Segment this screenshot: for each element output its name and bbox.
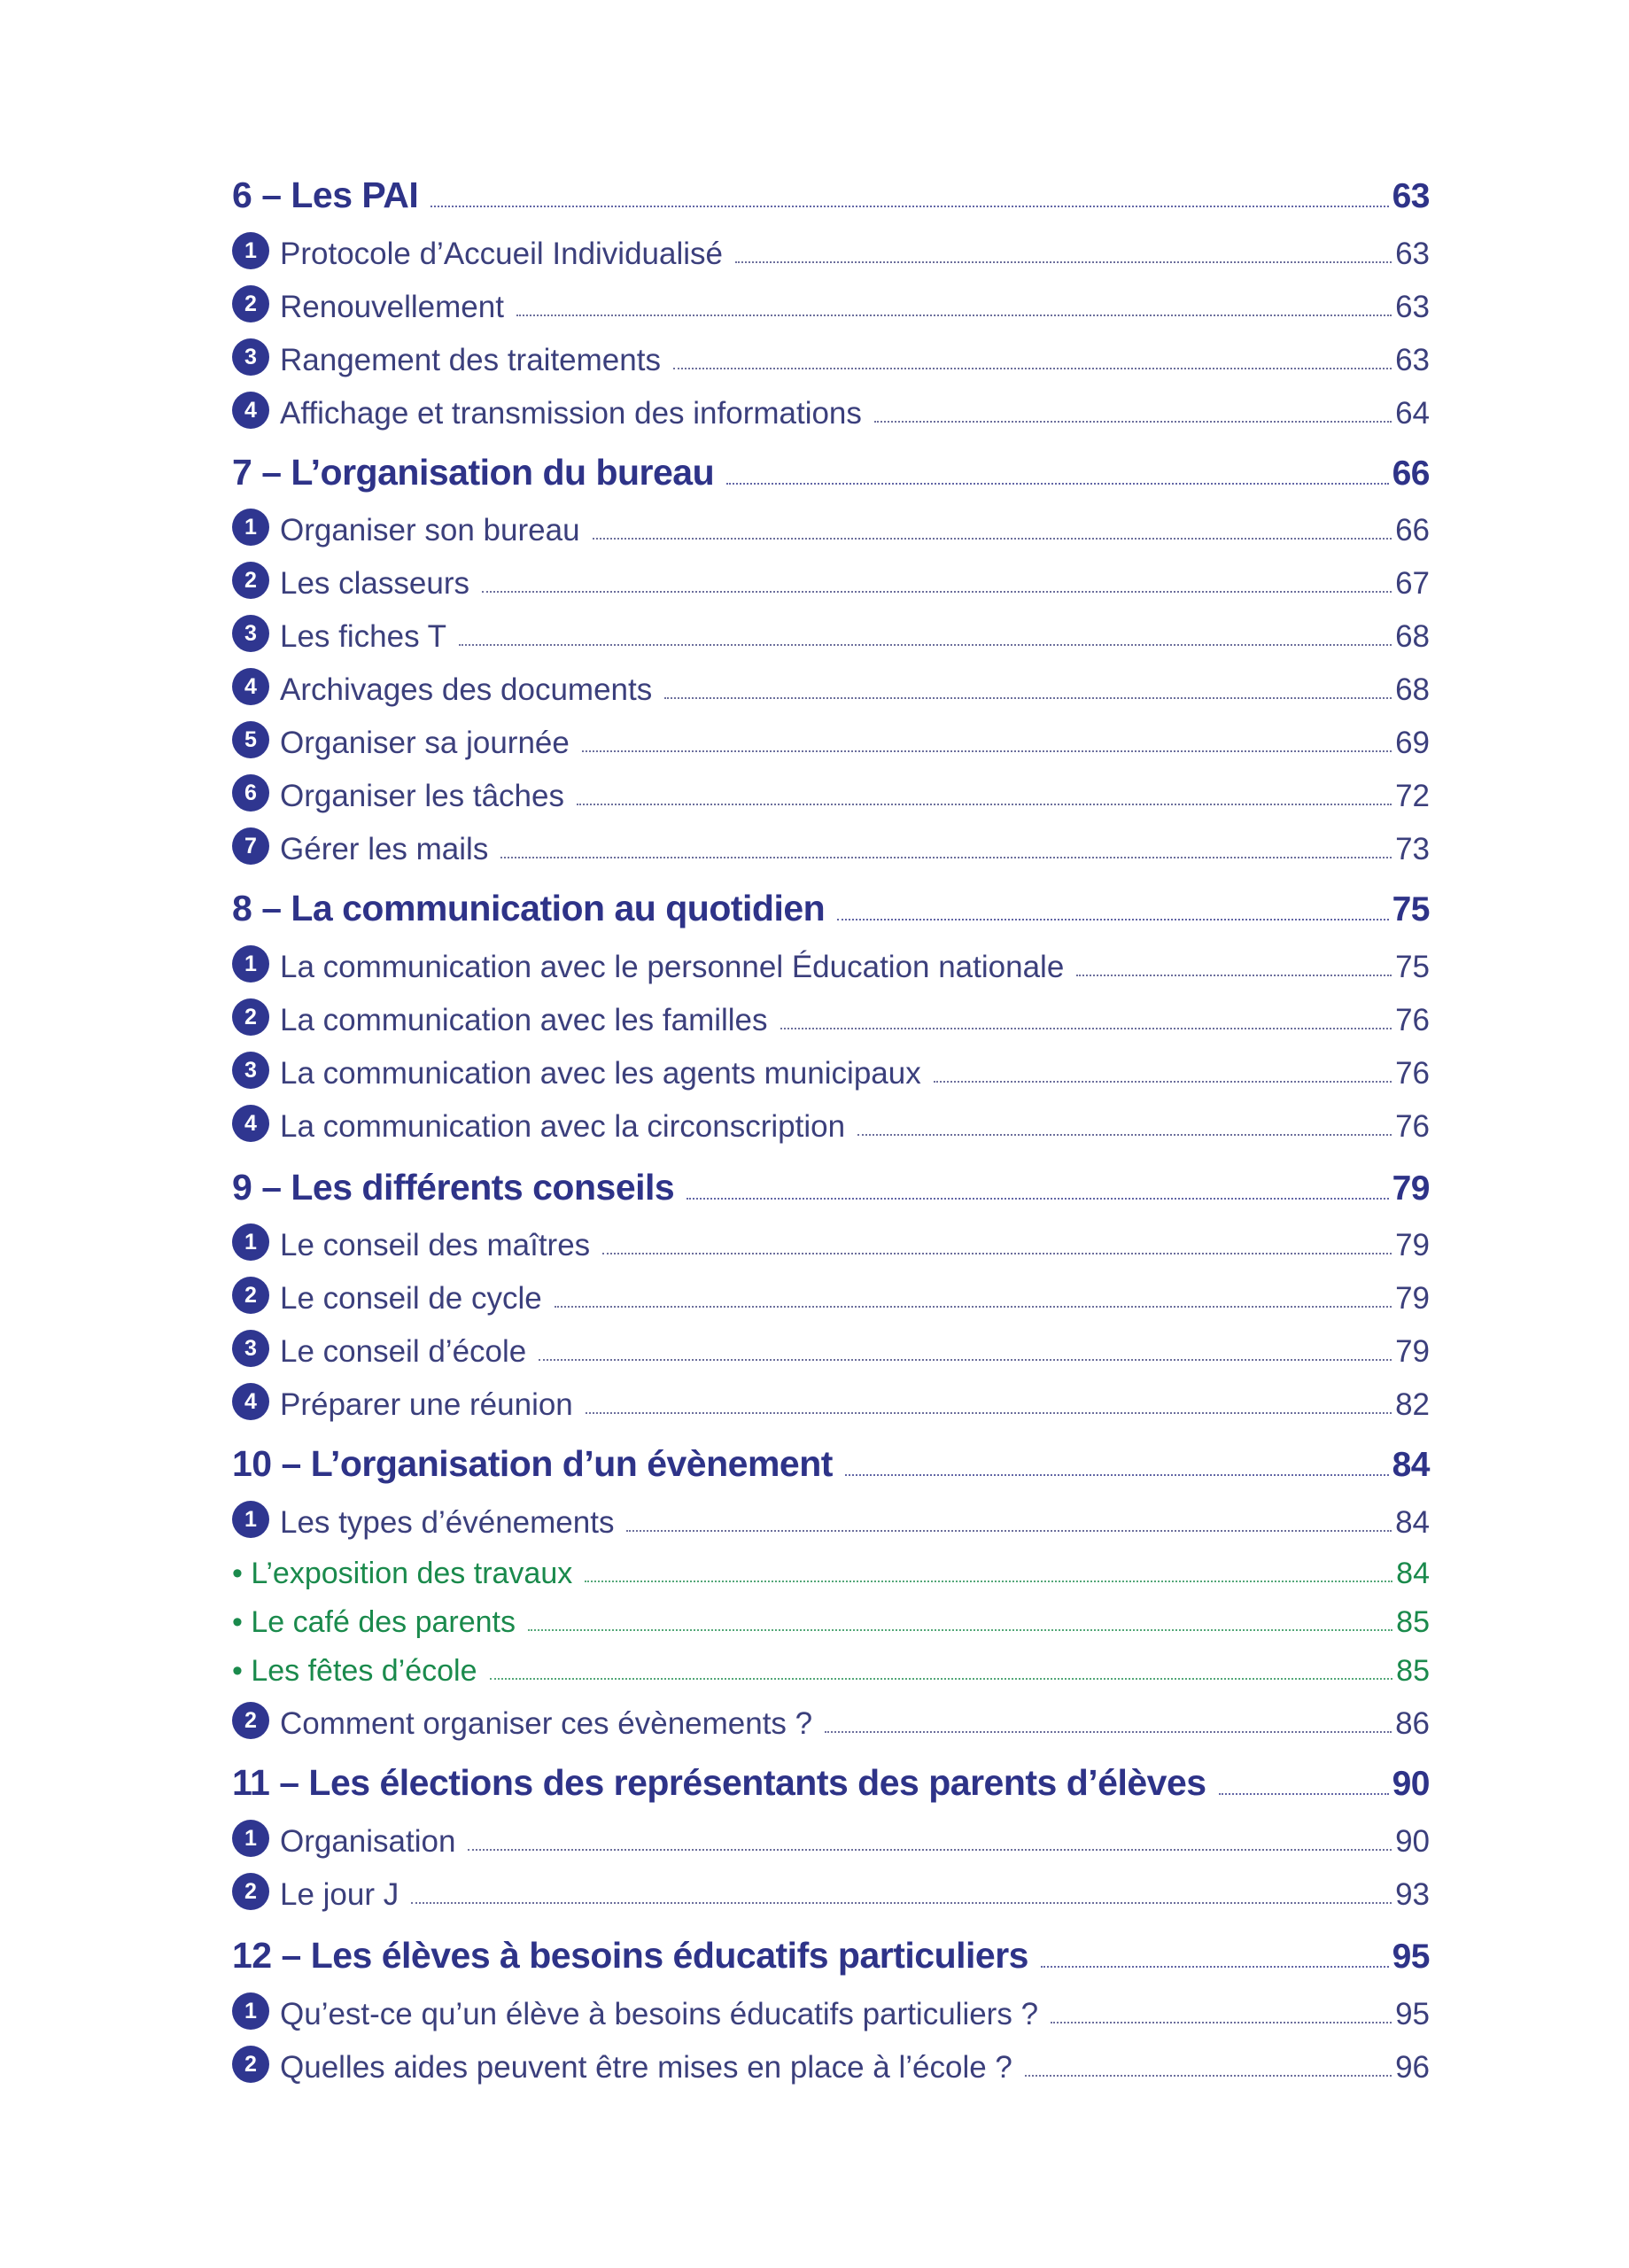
dot-leader (431, 206, 1388, 207)
page-number: 64 (1395, 396, 1430, 431)
toc-chapter[interactable] (232, 446, 1430, 495)
toc-title: La communication avec les familles (280, 1003, 768, 1037)
page-number: 85 (1396, 1605, 1430, 1639)
section-number-badge: 7 (232, 827, 269, 865)
page-number: 72 (1395, 779, 1430, 813)
dot-leader (602, 1253, 1392, 1254)
section-number-badge: 1 (232, 1992, 269, 2030)
section-number-badge: 4 (232, 392, 269, 429)
dot-leader (1076, 975, 1392, 976)
toc-item[interactable] (232, 2038, 1430, 2087)
section-number-badge: 2 (232, 562, 269, 599)
dot-leader (825, 1731, 1392, 1733)
toc-title: 8 – La communication au quotidien (232, 888, 826, 928)
toc-item[interactable] (232, 330, 1430, 380)
section-number-badge: 3 (232, 1330, 269, 1367)
section-number-badge: 1 (232, 1223, 269, 1261)
toc-item[interactable] (232, 1694, 1430, 1744)
toc-item[interactable] (232, 1865, 1430, 1915)
page-number: 76 (1395, 1056, 1430, 1091)
dot-leader (726, 483, 1388, 485)
dot-leader (664, 697, 1392, 699)
toc-item[interactable] (232, 1216, 1430, 1265)
toc-chapter[interactable] (232, 1929, 1430, 1978)
section-number-badge: 4 (232, 1105, 269, 1142)
page-number: 85 (1396, 1654, 1430, 1688)
page-number: 95 (1395, 1997, 1430, 2031)
dot-leader (874, 421, 1392, 423)
section-number-badge: 2 (232, 1702, 269, 1739)
page-number: 67 (1395, 566, 1430, 601)
page-number: 76 (1395, 1109, 1430, 1144)
section-number-badge: 1 (232, 1820, 269, 1857)
toc-title: Quelles aides peuvent être mises en place à l’école ? (280, 2050, 1012, 2085)
section-number-badge: 6 (232, 774, 269, 812)
toc-chapter[interactable] (232, 882, 1430, 931)
toc-title: Renouvellement (280, 290, 504, 324)
toc-chapter[interactable] (232, 1437, 1430, 1487)
dot-leader (528, 1629, 1392, 1631)
toc-title: 7 – L’organisation du bureau (232, 452, 715, 493)
toc-title: Organiser sa journée (280, 726, 570, 760)
page-number: 69 (1395, 726, 1430, 760)
toc-title: 12 – Les élèves à besoins éducatifs particuliers (232, 1935, 1028, 1976)
section-number-badge: 3 (232, 338, 269, 376)
page-number: 79 (1392, 1169, 1430, 1208)
toc-title: Le conseil d’école (280, 1334, 527, 1369)
toc-title: • Les fêtes d’école (232, 1654, 477, 1688)
dot-leader (516, 315, 1392, 316)
page-number: 66 (1392, 454, 1430, 493)
dot-leader (586, 1412, 1392, 1414)
dot-leader (411, 1902, 1392, 1904)
page-number: 84 (1396, 1557, 1430, 1590)
dot-leader (857, 1134, 1392, 1136)
dot-leader (837, 919, 1388, 920)
page-number: 82 (1395, 1387, 1430, 1422)
toc-title: 10 – L’organisation d’un évènement (232, 1443, 833, 1484)
section-number-badge: 2 (232, 1277, 269, 1314)
page-number: 63 (1395, 290, 1430, 324)
dot-leader (500, 857, 1392, 858)
toc-title: • L’exposition des travaux (232, 1557, 573, 1590)
toc-item[interactable] (232, 713, 1430, 763)
toc-title: Organiser son bureau (280, 513, 580, 548)
toc-title: • Le café des parents (232, 1605, 516, 1639)
section-number-badge: 1 (232, 945, 269, 983)
toc-item[interactable] (232, 660, 1430, 710)
section-number-badge: 1 (232, 1501, 269, 1538)
toc-chapter[interactable] (232, 1756, 1430, 1806)
page-number: 66 (1395, 513, 1430, 548)
toc-title: Protocole d’Accueil Individualisé (280, 237, 723, 271)
section-number-badge: 1 (232, 232, 269, 269)
toc-item[interactable] (232, 554, 1430, 603)
section-number-badge: 2 (232, 285, 269, 322)
page-number: 68 (1395, 672, 1430, 707)
page-number: 75 (1395, 950, 1430, 984)
section-number-badge: 2 (232, 1873, 269, 1910)
toc-title: 9 – Les différents conseils (232, 1167, 675, 1208)
dot-leader (1219, 1793, 1389, 1795)
page-number: 76 (1395, 1003, 1430, 1037)
toc-item[interactable] (232, 937, 1430, 987)
page-number: 90 (1395, 1824, 1430, 1859)
toc-item[interactable] (232, 766, 1430, 816)
dot-leader (459, 644, 1392, 646)
dot-leader (468, 1849, 1392, 1851)
dot-leader (1051, 2022, 1392, 2023)
toc-title: Organiser les tâches (280, 779, 564, 813)
toc-title: Affichage et transmission des informations (280, 396, 862, 431)
dot-leader (1041, 1966, 1389, 1968)
page-number: 63 (1395, 343, 1430, 377)
dot-leader (582, 750, 1392, 752)
toc-title: Qu’est-ce qu’un élève à besoins éducatifs particuliers ? (280, 1997, 1039, 2031)
toc-item[interactable] (232, 384, 1430, 433)
page-number: 95 (1392, 1938, 1430, 1976)
dot-leader (934, 1081, 1392, 1083)
toc-title: Gérer les mails (280, 832, 489, 866)
toc-title: Organisation (280, 1824, 456, 1859)
toc-title: La communication avec le personnel Éducation nationale (280, 950, 1065, 984)
toc-item[interactable] (232, 1097, 1430, 1146)
toc-title: Le jour J (280, 1877, 399, 1912)
dot-leader (482, 591, 1392, 593)
page-number: 75 (1392, 890, 1430, 928)
toc-title: 6 – Les PAI (232, 175, 419, 215)
page-number: 90 (1392, 1765, 1430, 1803)
toc-title: Les fiches T (280, 619, 447, 654)
dot-leader (780, 1028, 1392, 1029)
page-number: 79 (1395, 1334, 1430, 1369)
toc-item[interactable] (232, 819, 1430, 869)
page-number: 79 (1395, 1281, 1430, 1316)
toc-title: 11 – Les élections des représentants des parents d’élèves (232, 1762, 1206, 1803)
toc-item[interactable] (232, 1812, 1430, 1861)
toc-title: Les classeurs (280, 566, 469, 601)
page-number: 73 (1395, 832, 1430, 866)
toc-title: Comment organiser ces évènements ? (280, 1706, 813, 1741)
toc-title: Archivages des documents (280, 672, 653, 707)
page-number: 79 (1395, 1228, 1430, 1262)
dot-leader (555, 1306, 1392, 1308)
page-number: 63 (1395, 237, 1430, 271)
section-number-badge: 2 (232, 2046, 269, 2083)
dot-leader (593, 538, 1392, 540)
toc-subitem[interactable] (232, 1592, 1430, 1642)
dot-leader (687, 1198, 1388, 1200)
toc-item[interactable] (232, 1269, 1430, 1318)
toc-item[interactable] (232, 501, 1430, 550)
toc-item[interactable] (232, 224, 1430, 274)
dot-leader (577, 804, 1392, 805)
page-number: 86 (1395, 1706, 1430, 1741)
page-number: 63 (1392, 177, 1430, 215)
dot-leader (539, 1359, 1392, 1361)
toc-title: La communication avec la circonscription (280, 1109, 846, 1144)
section-number-badge: 2 (232, 998, 269, 1036)
toc-item[interactable] (232, 1322, 1430, 1371)
dot-leader (735, 261, 1392, 263)
toc-title: Le conseil de cycle (280, 1281, 542, 1316)
toc-item[interactable] (232, 1984, 1430, 2034)
toc-title: Préparer une réunion (280, 1387, 573, 1422)
toc-item[interactable] (232, 607, 1430, 656)
toc-title: Les types d’événements (280, 1505, 615, 1540)
toc-item[interactable] (232, 277, 1430, 327)
toc-item[interactable] (232, 1493, 1430, 1542)
dot-leader (626, 1530, 1392, 1532)
section-number-badge: 3 (232, 615, 269, 652)
section-number-badge: 4 (232, 668, 269, 705)
toc-title: Le conseil des maîtres (280, 1228, 591, 1262)
toc-item[interactable] (232, 1044, 1430, 1093)
dot-leader (673, 368, 1392, 369)
toc-title: La communication avec les agents municipaux (280, 1056, 921, 1091)
toc-subitem[interactable] (232, 1641, 1430, 1690)
toc-title: Rangement des traitements (280, 343, 661, 377)
toc-chapter[interactable] (232, 1161, 1430, 1210)
section-number-badge: 1 (232, 509, 269, 546)
toc-item[interactable] (232, 990, 1430, 1040)
toc-chapter[interactable] (232, 168, 1430, 218)
toc-item[interactable] (232, 1375, 1430, 1425)
dot-leader (845, 1474, 1389, 1476)
page-number: 84 (1395, 1505, 1430, 1540)
page-number: 93 (1395, 1877, 1430, 1912)
page-number: 68 (1395, 619, 1430, 654)
page-number: 96 (1395, 2050, 1430, 2085)
section-number-badge: 3 (232, 1052, 269, 1089)
section-number-badge: 5 (232, 721, 269, 758)
dot-leader (1025, 2075, 1392, 2077)
toc-subitem[interactable] (232, 1543, 1430, 1593)
section-number-badge: 4 (232, 1383, 269, 1420)
dot-leader (585, 1581, 1392, 1582)
page-number: 84 (1392, 1446, 1430, 1484)
dot-leader (490, 1678, 1393, 1680)
